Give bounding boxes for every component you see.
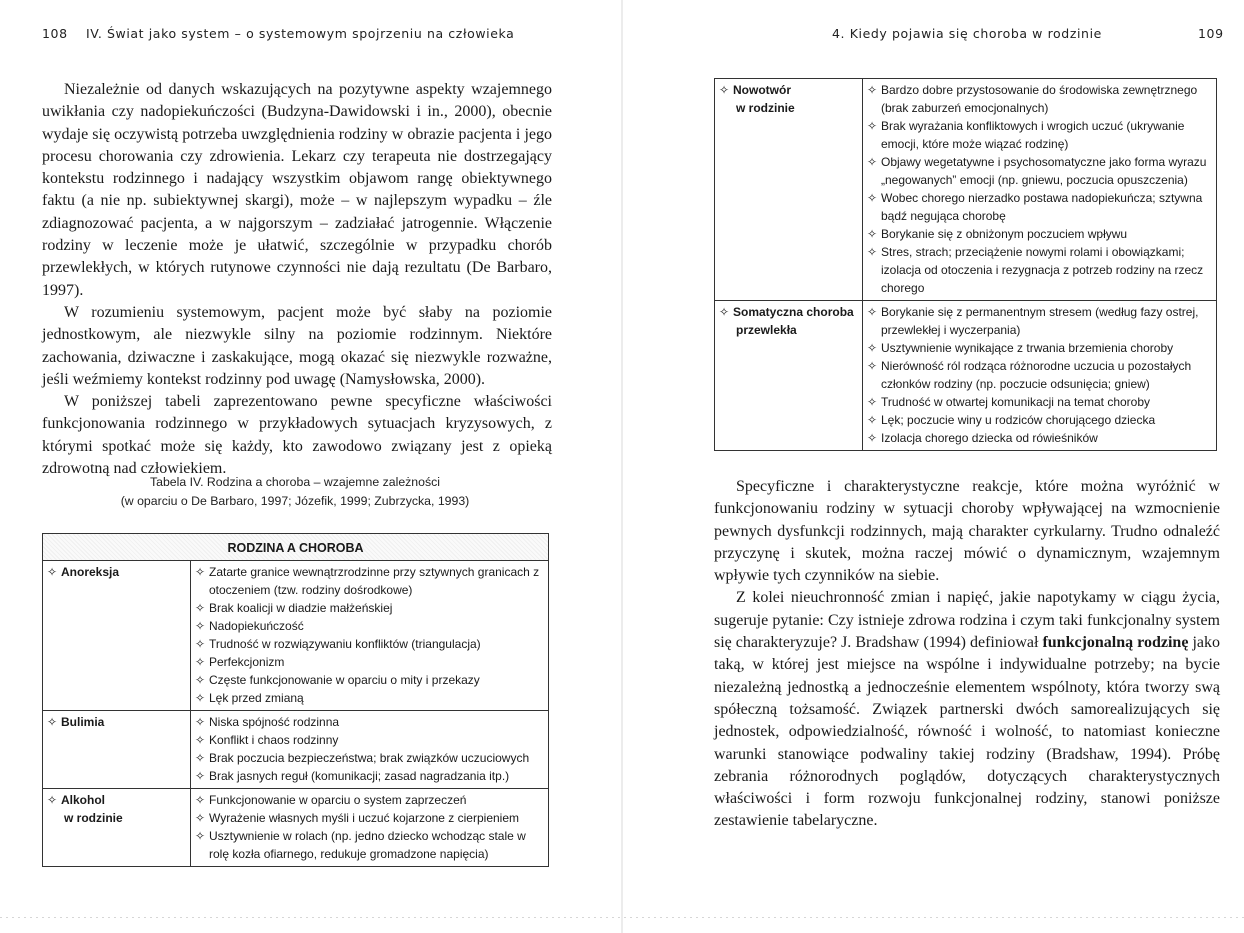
category-cell: ✧ Anoreksja — [43, 561, 191, 711]
category-cell: ✧ Alkohol w rodzinie — [43, 789, 191, 867]
table-row — [43, 561, 549, 711]
table-row — [715, 79, 1217, 301]
diamond-bullet-icon: ✧ — [47, 565, 58, 579]
list-item: ✧ Funkcjonowanie w oparciu o system zaprzeczeń — [195, 793, 467, 807]
family-illness-table-part2 — [714, 78, 1217, 451]
list-item: ✧ Zatarte granice wewnątrzrodzinne przy sztywnych granicach z otoczeniem (tzw. rodziny dośrodkowe) — [195, 565, 540, 597]
list-item: ✧ Nierówność ról rodząca różnorodne uczucia u pozostałych członków rodziny (np. poczucie odsunięcia; gniew) — [867, 359, 1192, 391]
list-item: ✧ Izolacja chorego dziecka od rówieśników — [867, 431, 1098, 445]
paragraph: W poniższej tabeli zaprezentowano pewne specyficzne właściwości funkcjonowania rodzinnego w przykładowych sytuacjach kryzysowych, z którymi spotkać może się każdy, kto zawodowo związany jest z opieką zdrowotną nad człowiekiem. — [42, 393, 552, 478]
list-item: ✧ Trudność w otwartej komunikacji na temat choroby — [867, 395, 1151, 409]
diamond-bullet-icon: ✧ — [47, 715, 58, 729]
traits-cell — [191, 789, 549, 867]
list-item: ✧ Stres, strach; przeciążenie nowymi rolami i obowiązkami; izolacja od otoczenia i rezygnacja z potrzeb rodziny na rzecz chorego — [867, 245, 1204, 295]
category-cell: ✧ Somatyczna choroba przewlekła — [715, 301, 863, 451]
running-head-right: 4. Kiedy pojawia się choroba w rodzinie — [832, 26, 1102, 41]
list-item: ✧ Lęk przed zmianą — [195, 691, 304, 705]
family-illness-table-part1 — [42, 533, 549, 867]
category-cell: ✧ Nowotwór w rodzinie — [715, 79, 863, 301]
paragraph: W rozumieniu systemowym, pacjent może być słaby na poziomie jednostkowym, ale niezwykle silny na poziomie rodzinnym. Niektóre zachowania, dziwaczne i zaskakujące, mogą okazać się niezwykle rozważne, jeśli weźmiemy kontekst rodzinny pod uwagę (Namysłowska, 2000). — [42, 303, 552, 388]
list-item: ✧ Wyrażenie własnych myśli i uczuć kojarzone z cierpieniem — [195, 811, 520, 825]
scan-artifact-line — [0, 917, 1244, 918]
traits-cell — [191, 711, 549, 789]
table-row — [43, 789, 549, 867]
caption-title: Tabela IV. Rodzina a choroba – wzajemne zależności — [149, 475, 441, 489]
diamond-bullet-icon: ✧ — [719, 83, 730, 97]
list-item: ✧ Borykanie się z obniżonym poczuciem wpływu — [867, 227, 1128, 241]
paragraph: Z kolei nieuchronność zmian i napięć, jakie napotykamy w ciągu życia, sugeruje pytanie: Czy istnieje zdrowa rodzina i czym taki funkcjonalny system się charakteryzuje? J. Bradshaw (1994) definiował funkcjonalną rodzinę jako taką, w której jest miejsce na wspólne i indywidualne potrzeby; na bycie niezależną jednostką a jednocześnie elementem wspólnoty, która tworzy swą spółeczną tożsamość. Związek partnerski dwóch samorealizujących się jednostek, odpowiedzialność, równość i wolność, to natomiast konieczne warunki stanowiące podwaliny takiej rodziny (Bradshaw, 1994). Próbę zebrania różnorodnych poglądów, dotyczących charakterystycznych właściwości i form rozwoju funkcjonalnej rodziny, stanowi poniższe zestawienie tabelaryczne. — [714, 589, 1221, 830]
list-item: ✧ Konflikt i chaos rodzinny — [195, 733, 339, 747]
left-body-text — [42, 79, 552, 480]
list-item: ✧ Trudność w rozwiązywaniu konfliktów (triangulacja) — [195, 637, 481, 651]
table-header: RODZINA A CHOROBA — [43, 534, 549, 561]
paragraph: Niezależnie od danych wskazujących na pozytywne aspekty wzajemnego uwikłania czy nadopiekuńczości (Budzyna-Dawidowski i in., 2000), obecnie wydaje się oczywistą potrzeba uwzględnienia rodziny w obrazie pacjenta i jego procesu chorowania czy zdrowienia. Lekarz czy terapeuta nie dostrzegający kontekstu rodzinnego i nadający wszystkim objawom rangę obiektywnego faktu (a nie np. subiektywnej skargi), może – w najlepszym wypadku – źle zdiagnozować pacjenta, a w najgorszym – zadziałać jatrogennie. Włączenie rodziny w leczenie może je ułatwić, szczególnie w przypadku chorób przewlekłych, w których rutynowe czynności nie dają rezultatu (De Barbaro, 1997). — [42, 81, 552, 299]
list-item: ✧ Brak koalicji w diadzie małżeńskiej — [195, 601, 393, 615]
table-row — [43, 711, 549, 789]
list-item: ✧ Borykanie się z permanentnym stresem (według fazy ostrej, przewlekłej i wyczerpania) — [867, 305, 1199, 337]
list-item: ✧ Bardzo dobre przystosowanie do środowiska zewnętrznego (brak zaburzeń emocjonalnych) — [867, 83, 1198, 115]
diamond-bullet-icon: ✧ — [47, 793, 58, 807]
page-number-left: 108 — [42, 26, 68, 41]
list-item: ✧ Wobec chorego nierzadko postawa nadopiekuńcza; sztywna bądź negująca chorobę — [867, 191, 1203, 223]
table-row — [715, 301, 1217, 451]
list-item: ✧ Częste funkcjonowanie w oparciu o mity i przekazy — [195, 673, 480, 687]
list-item: ✧ Objawy wegetatywne i psychosomatyczne jako forma wyrazu „negowanych” emocji (np. gniewu, poczucia opuszczenia) — [867, 155, 1207, 187]
list-item: ✧ Usztywnienie wynikające z trwania brzemienia choroby — [867, 341, 1174, 355]
diamond-bullet-icon: ✧ — [719, 305, 730, 319]
traits-cell — [191, 561, 549, 711]
page-number-right: 109 — [1198, 26, 1224, 41]
bold-term: funkcjonalną rodzinę — [1042, 634, 1189, 652]
list-item: ✧ Perfekcjonizm — [195, 655, 285, 669]
category-cell: ✧ Bulimia — [43, 711, 191, 789]
list-item: ✧ Nadopiekuńczość — [195, 619, 304, 633]
list-item: ✧ Brak poczucia bezpieczeństwa; brak związków uczuciowych — [195, 751, 530, 765]
list-item: ✧ Brak jasnych reguł (komunikacji; zasad nagradzania itp.) — [195, 769, 510, 783]
list-item: ✧ Lęk; poczucie winy u rodziców chorującego dziecka — [867, 413, 1156, 427]
paragraph: Specyficzne i charakterystyczne reakcje, które można wyróżnić w funkcjonowaniu rodziny w sytuacji choroby wpływającej na wzmocnienie pewnych dysfunkcji rodzinnych, mają charakter cyrkularny. Trudno odnaleźć przyczynę i skutek, można raczej mówić o dynamicznym, wzajemnym wpływie tych czynników na siebie. — [714, 478, 1220, 585]
caption-sources: (w oparciu o De Barbaro, 1997; Józefik, 1999; Zubrzycka, 1993) — [120, 494, 470, 508]
traits-cell — [863, 301, 1217, 451]
list-item: ✧ Brak wyrażania konfliktowych i wrogich uczuć (ukrywanie emocji, które może wiązać rodzinę) — [867, 119, 1185, 151]
table-caption — [42, 473, 548, 511]
list-item: ✧ Usztywnienie w rolach (np. jedno dziecko wchodząc stale w rolę kozła ofiarnego, redukuje gromadzone napięcia) — [195, 829, 526, 861]
list-item: ✧ Niska spójność rodzinna — [195, 715, 340, 729]
running-head-left: IV. Świat jako system – o systemowym spojrzeniu na człowieka — [86, 26, 515, 41]
right-body-text — [714, 476, 1220, 833]
traits-cell — [863, 79, 1217, 301]
right-page — [622, 0, 1244, 933]
